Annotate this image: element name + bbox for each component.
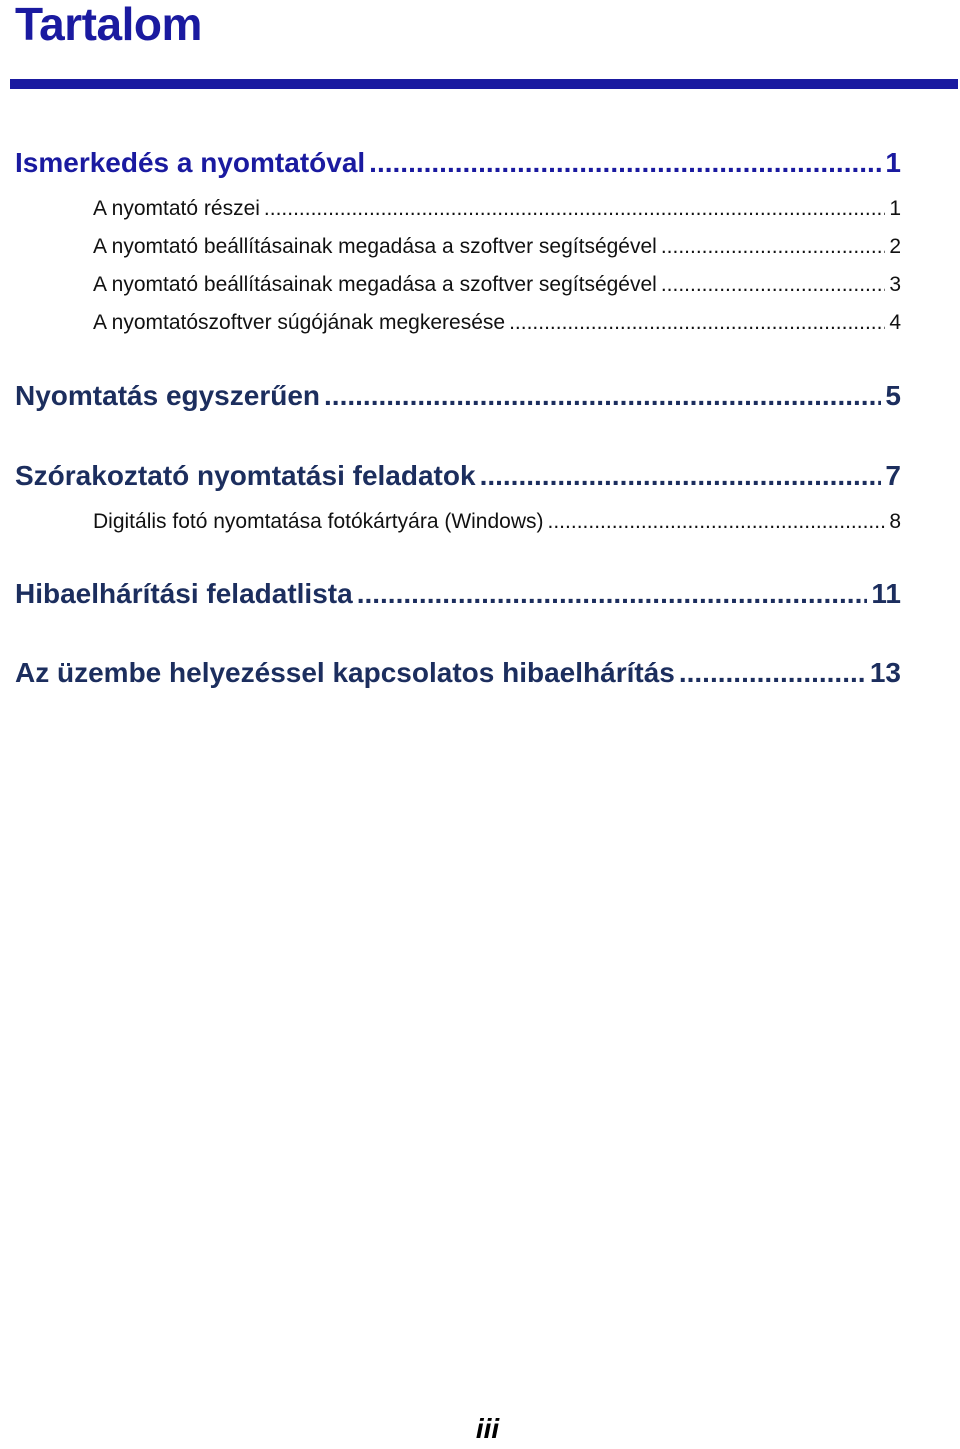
toc-entry[interactable] [15, 379, 901, 413]
toc-entry-page: 3 [889, 273, 901, 296]
toc-entry-page: 7 [885, 460, 901, 491]
toc-entry-label: A nyomtató beállításainak megadása a szoftver segítségével [93, 235, 657, 258]
page-title: Tartalom [15, 0, 202, 50]
toc-entry-label: Digitális fotó nyomtatása fotókártyára (Windows) [93, 510, 544, 533]
toc-entry[interactable] [93, 234, 901, 260]
toc-entry-label: Az üzembe helyezéssel kapcsolatos hibaelhárítás [15, 657, 675, 688]
toc-leader [679, 656, 866, 690]
toc-entry[interactable] [15, 656, 901, 690]
toc-entry[interactable] [93, 310, 901, 336]
toc-entry[interactable] [15, 146, 901, 180]
toc-entry[interactable] [15, 459, 901, 493]
toc-leader [264, 196, 885, 222]
toc-leader [548, 509, 886, 535]
toc-entry-page: 8 [889, 510, 901, 533]
toc-leader [369, 146, 881, 180]
toc-leader [661, 234, 885, 260]
toc-entry-page: 4 [889, 311, 901, 334]
toc-leader [661, 272, 885, 298]
toc-leader [324, 379, 881, 413]
toc-entry-page: 13 [869, 657, 901, 688]
page-number: iii [475, 1413, 500, 1444]
toc-entry-page: 1 [885, 147, 901, 178]
toc-leader [357, 577, 868, 611]
toc-leader [509, 310, 885, 336]
toc-entry-label: A nyomtató beállításainak megadása a szoftver segítségével [93, 273, 657, 296]
toc-entry-page: 11 [871, 578, 901, 609]
toc-entry[interactable] [93, 272, 901, 298]
toc-entry-page: 1 [889, 197, 901, 220]
toc-entry-label: Nyomtatás egyszerűen [15, 380, 321, 411]
toc-entry-page: 5 [885, 380, 901, 411]
toc-entry[interactable] [93, 509, 901, 535]
toc-entry-label: A nyomtató részei [93, 197, 260, 220]
toc-entry-label: Hibaelhárítási feladatlista [15, 578, 353, 609]
toc-entry-label: Szórakoztató nyomtatási feladatok [15, 460, 476, 491]
toc-leader [480, 459, 882, 493]
toc-entry-page: 2 [889, 235, 901, 258]
title-rule [10, 79, 958, 89]
toc-entry-label: Ismerkedés a nyomtatóval [15, 147, 366, 178]
toc-entry[interactable] [15, 577, 901, 611]
toc-entry[interactable] [93, 196, 901, 222]
toc-entry-label: A nyomtatószoftver súgójának megkeresése [93, 311, 506, 334]
